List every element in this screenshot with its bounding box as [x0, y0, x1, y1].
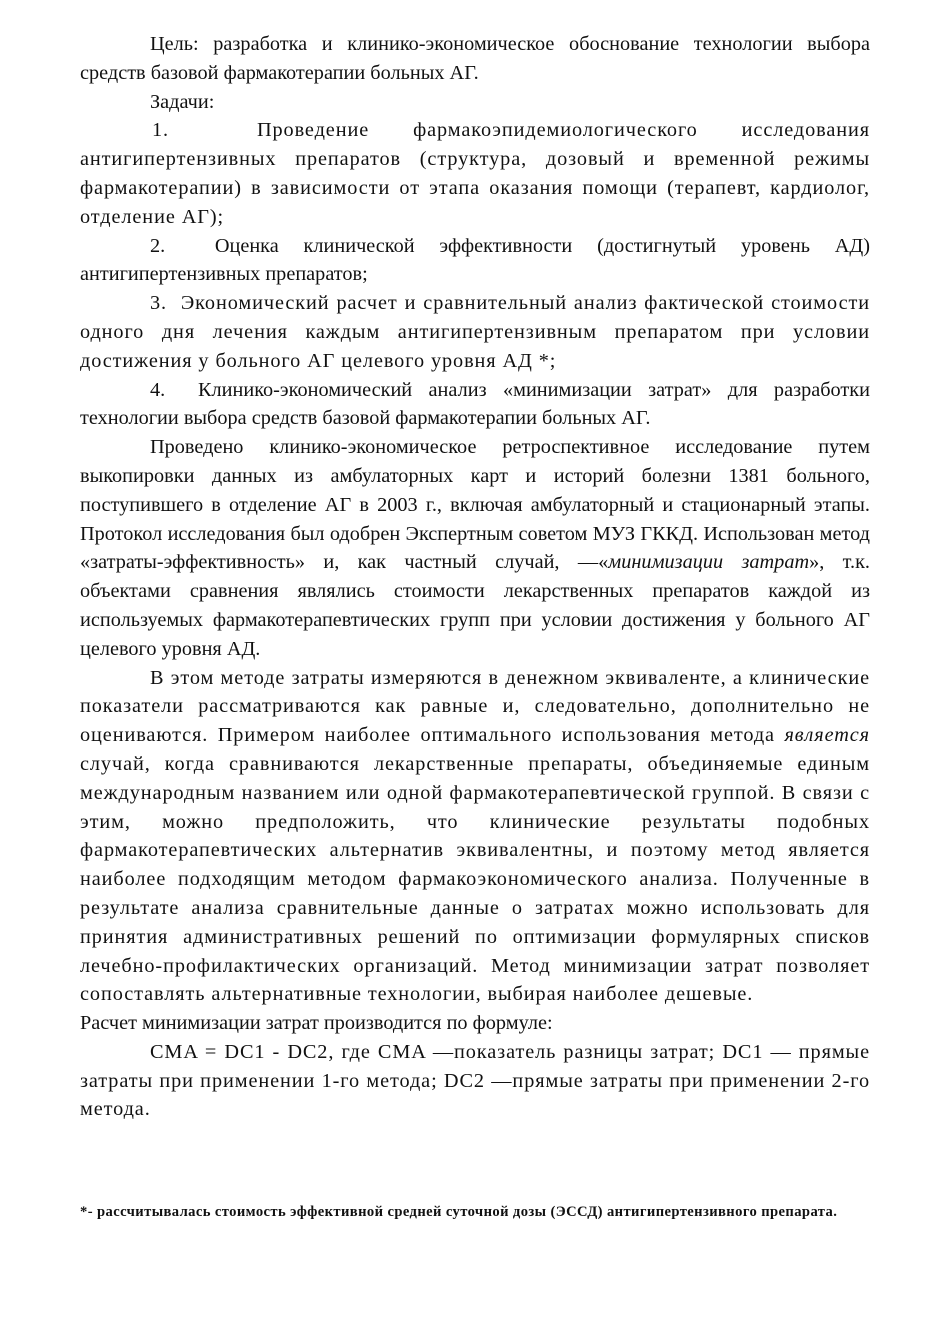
formula-intro: Расчет минимизации затрат производится по формуле:: [80, 1012, 553, 1035]
formula-paragraph: CMA = DC1 - DC2, где CMA —показатель разницы затрат; DC1 — прямые затраты при применении 1-го метода; DC2 —прямые затраты при применении 2-го метода.: [80, 1040, 870, 1121]
study-paragraph: [80, 433, 870, 663]
method-text-italic: является: [784, 724, 870, 747]
study-text-italic: минимизации затрат: [608, 551, 810, 574]
document-body: [80, 30, 870, 1124]
task-item-4: 4. Клинико-экономический анализ «минимизации затрат» для разработки технологии выбора средств базовой фармакотерапии больных АГ.: [80, 378, 870, 430]
task-item-3: 3. Экономический расчет и сравнительный анализ фактической стоимости одного дня лечения каждым антигипертензивным препаратом при условии достижения у больного АГ целевого уровня АД *;: [80, 292, 870, 372]
task-item-1: 1. Проведение фармакоэпидемиологического исследования антигипертензивных препаратов (структура, дозовый и временной режимы фармакотерапии) в зависимости от этапа оказания помощи (терапевт, кардиолог, отделение АГ);: [80, 119, 870, 228]
tasks-heading: Задачи:: [150, 90, 215, 113]
goal-paragraph: Цель: разработка и клинико-экономическое обоснование технологии выбора средств базовой фармакотерапии больных АГ.: [80, 33, 870, 84]
method-text-start: В этом методе затраты измеряются в денежном эквиваленте, а клинические показатели рассматриваются как равные и, следовательно, дополнительно не оцениваются. Примером наиболее оптимального использования метода: [80, 666, 870, 747]
task-item-2: 2. Оценка клинической эффективности (достигнутый уровень АД) антигипертензивных препаратов;: [80, 234, 870, 286]
method-paragraph: [80, 664, 870, 1010]
method-text-end: случай, когда сравниваются лекарственные препараты, объединяемые единым международным названием или одной фармакотерапевтической группой. В связи с этим, можно предположить, что клинические результаты подобных фармакотерапевтических альтернатив эквивалентны, и поэтому метод является наиболее подходящим методом фармакоэкономического анализа. Полученные в результате анализа сравнительные данные о затратах можно использовать для принятия административных решений по оптимизации формулярных списков лечебно-профилактических организаций. Метод минимизации затрат позволяет сопоставлять альтернативные технологии, выбирая наиболее дешевые.: [80, 752, 870, 1006]
footnote: *- рассчитывалась стоимость эффективной средней суточной дозы (ЭССД) антигипертензивного препарата.: [80, 1204, 838, 1220]
study-text-start: Проведено клинико-экономическое ретроспективное исследование путем выкопировки данных из амбулаторных карт и историй болезни 1381 больного, поступившего в отделение АГ в 2003 г., включая амбулаторный и стационарный этапы. Протокол исследования был одобрен Экспертным советом МУЗ ГККД. Использован метод «затраты-эффективность» и, как частный случай, —«: [80, 436, 870, 574]
study-text-end: », т.к. объектами сравнения являлись стоимости лекарственных препаратов каждой из используемых фармакотерапевтических групп при условии достижения у больного АГ целевого уровня АД.: [80, 551, 871, 660]
